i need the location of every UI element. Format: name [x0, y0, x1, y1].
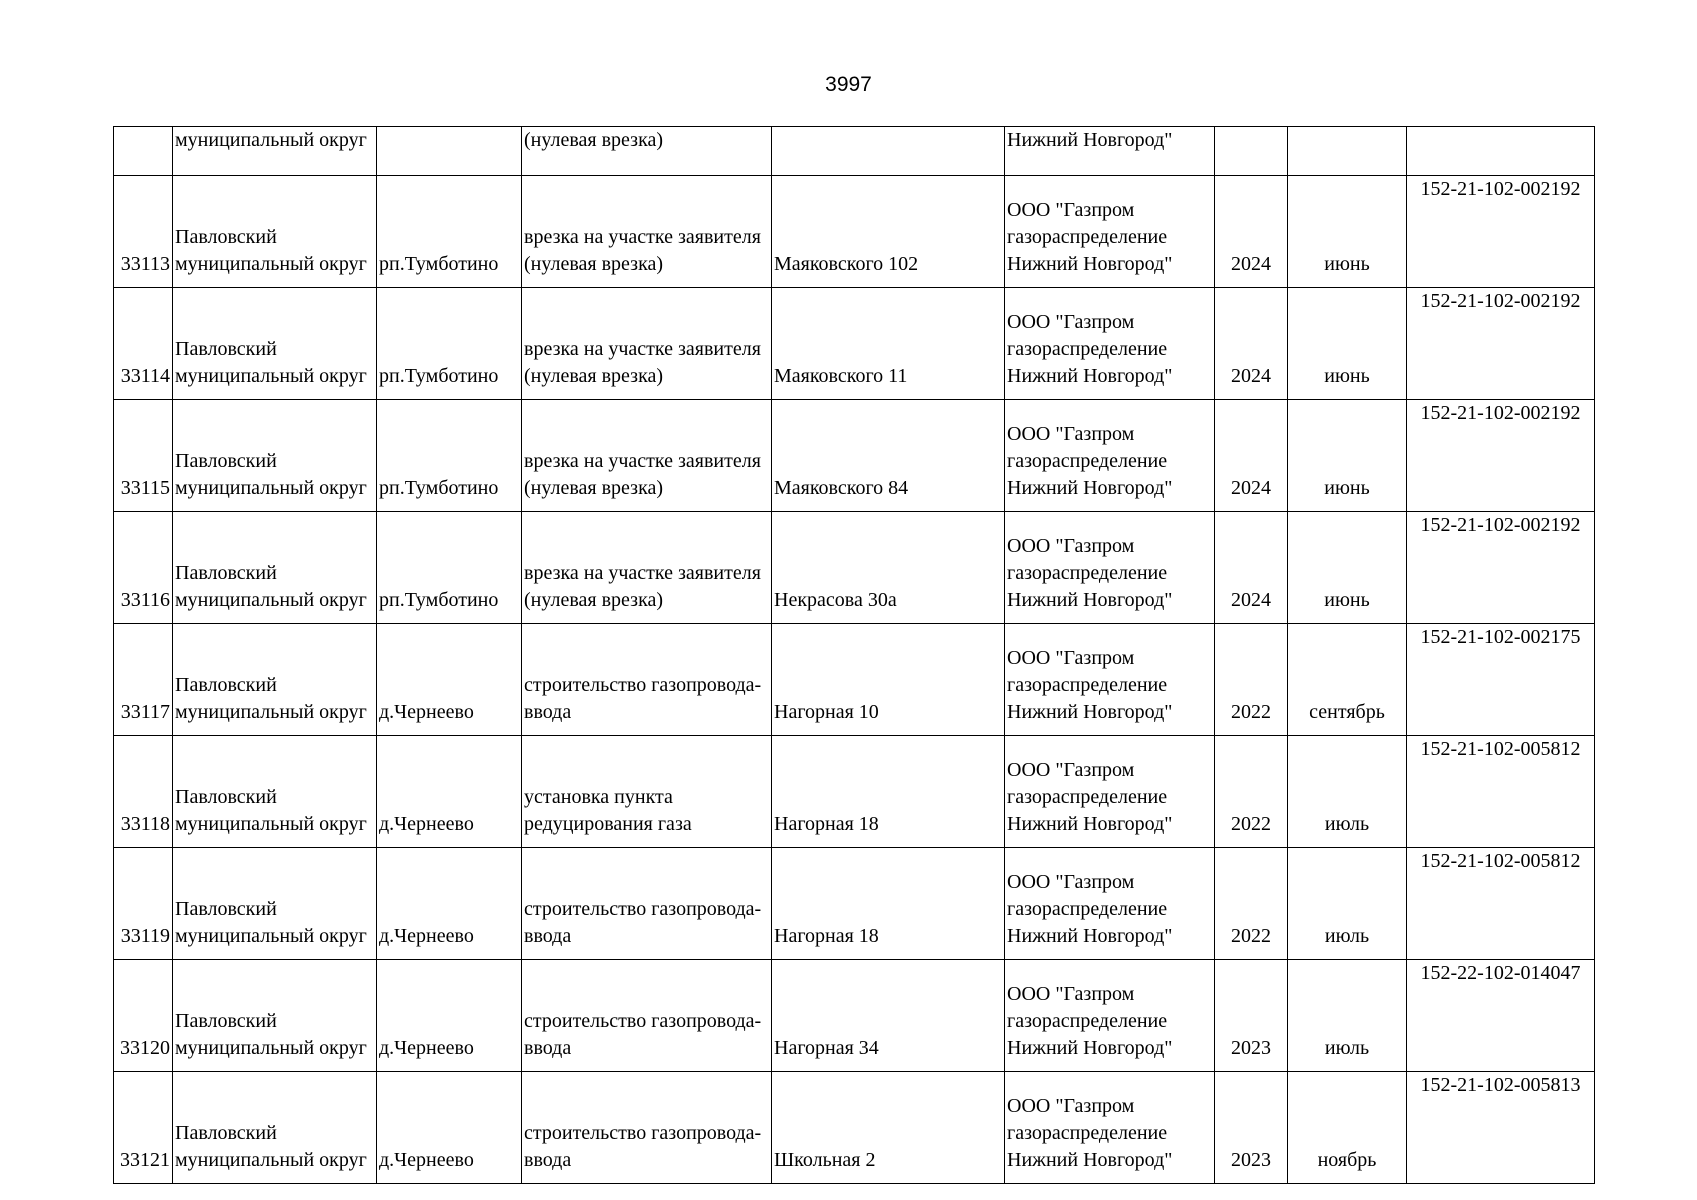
- cell-no: 33120: [114, 960, 173, 1072]
- cell-address: [772, 127, 1005, 176]
- table-row: [114, 624, 1595, 736]
- cell-work-line: ввода: [524, 1037, 572, 1059]
- cell-district-line: Павловский: [175, 786, 277, 808]
- cell-org-line: ООО "Газпром: [1007, 311, 1135, 333]
- cell-work-line: строительство газопровода-: [524, 1122, 762, 1144]
- cell-district-line: Павловский: [175, 898, 277, 920]
- cell-no: 33118: [114, 736, 173, 848]
- cell-district: [173, 176, 377, 288]
- cell-year: 2024: [1215, 288, 1288, 400]
- cell-month: июнь: [1288, 288, 1407, 400]
- cell-org-line: газораспределение: [1007, 226, 1168, 248]
- cell-number: 152-21-102-005813: [1407, 1072, 1595, 1184]
- cell-org-line: Нижний Новгород": [1007, 925, 1173, 947]
- cell-org-line: Нижний Новгород": [1007, 701, 1173, 723]
- cell-district-line: Павловский: [175, 226, 277, 248]
- cell-district: [173, 736, 377, 848]
- cell-org-line: газораспределение: [1007, 1122, 1168, 1144]
- cell-work-line: установка пункта: [524, 786, 673, 808]
- cell-locality: д.Чернеево: [377, 960, 522, 1072]
- cell-district-line: Павловский: [175, 1122, 277, 1144]
- cell-district-line: муниципальный округ: [175, 1037, 367, 1059]
- cell-month: июнь: [1288, 512, 1407, 624]
- cell-work-line: ввода: [524, 701, 572, 723]
- cell-org: [1005, 512, 1215, 624]
- cell-work-line: (нулевая врезка): [524, 253, 664, 275]
- cell-number: 152-21-102-005812: [1407, 736, 1595, 848]
- cell-district-line: муниципальный округ: [175, 589, 367, 611]
- cell-year: 2022: [1215, 736, 1288, 848]
- cell-address: Нагорная 10: [772, 624, 1005, 736]
- cell-district: [173, 1072, 377, 1184]
- cell-district: [173, 512, 377, 624]
- cell-org-line: газораспределение: [1007, 450, 1168, 472]
- cell-district: муниципальный округ: [173, 127, 377, 176]
- cell-district-line: муниципальный округ: [175, 925, 367, 947]
- cell-address: Некрасова 30а: [772, 512, 1005, 624]
- cell-no: 33116: [114, 512, 173, 624]
- cell-work-line: врезка на участке заявителя: [524, 338, 761, 360]
- cell-address: Школьная 2: [772, 1072, 1005, 1184]
- cell-org: [1005, 1072, 1215, 1184]
- cell-number: 152-21-102-005812: [1407, 848, 1595, 960]
- cell-locality: рп.Тумботино: [377, 512, 522, 624]
- cell-org-line: Нижний Новгород": [1007, 1149, 1173, 1171]
- cell-month: июнь: [1288, 400, 1407, 512]
- cell-locality: д.Чернеево: [377, 624, 522, 736]
- cell-work-line: строительство газопровода-: [524, 898, 762, 920]
- cell-work: [522, 512, 772, 624]
- cell-locality: рп.Тумботино: [377, 288, 522, 400]
- cell-year: 2024: [1215, 400, 1288, 512]
- cell-district: [173, 960, 377, 1072]
- cell-work-line: врезка на участке заявителя: [524, 226, 761, 248]
- table-row: [114, 176, 1595, 288]
- table-body: [114, 127, 1595, 1184]
- cell-locality: рп.Тумботино: [377, 176, 522, 288]
- cell-district-line: Павловский: [175, 562, 277, 584]
- cell-address: Нагорная 34: [772, 960, 1005, 1072]
- cell-org: [1005, 848, 1215, 960]
- cell-district-line: Павловский: [175, 674, 277, 696]
- cell-district-line: муниципальный округ: [175, 477, 367, 499]
- cell-address: Маяковского 102: [772, 176, 1005, 288]
- table-row: [114, 736, 1595, 848]
- cell-work-line: ввода: [524, 925, 572, 947]
- cell-org-line: ООО "Газпром: [1007, 535, 1135, 557]
- cell-org-line: Нижний Новгород": [1007, 1037, 1173, 1059]
- cell-address: Нагорная 18: [772, 736, 1005, 848]
- cell-month: июль: [1288, 960, 1407, 1072]
- cell-org: [1005, 176, 1215, 288]
- cell-district: [173, 400, 377, 512]
- cell-locality: [377, 127, 522, 176]
- cell-work: (нулевая врезка): [522, 127, 772, 176]
- cell-number: 152-21-102-002192: [1407, 288, 1595, 400]
- cell-no: 33119: [114, 848, 173, 960]
- cell-month: ноябрь: [1288, 1072, 1407, 1184]
- cell-year: 2023: [1215, 1072, 1288, 1184]
- cell-number: 152-22-102-014047: [1407, 960, 1595, 1072]
- cell-month: сентябрь: [1288, 624, 1407, 736]
- cell-district-line: муниципальный округ: [175, 253, 367, 275]
- cell-work-line: врезка на участке заявителя: [524, 450, 761, 472]
- cell-district-line: муниципальный округ: [175, 813, 367, 835]
- cell-district-line: Павловский: [175, 338, 277, 360]
- cell-org: [1005, 624, 1215, 736]
- cell-org-line: ООО "Газпром: [1007, 759, 1135, 781]
- cell-work: [522, 288, 772, 400]
- cell-address: Маяковского 11: [772, 288, 1005, 400]
- table-row: [114, 960, 1595, 1072]
- cell-year: 2023: [1215, 960, 1288, 1072]
- cell-org: [1005, 736, 1215, 848]
- cell-org-line: газораспределение: [1007, 898, 1168, 920]
- cell-org: [1005, 960, 1215, 1072]
- cell-number: [1407, 127, 1595, 176]
- cell-org: Нижний Новгород": [1005, 127, 1215, 176]
- table-row: [114, 512, 1595, 624]
- cell-org-line: газораспределение: [1007, 338, 1168, 360]
- cell-org-line: газораспределение: [1007, 1010, 1168, 1032]
- cell-work-line: ввода: [524, 1149, 572, 1171]
- cell-work-line: (нулевая врезка): [524, 589, 664, 611]
- cell-org-line: газораспределение: [1007, 562, 1168, 584]
- cell-district-line: Павловский: [175, 1010, 277, 1032]
- cell-org-line: ООО "Газпром: [1007, 871, 1135, 893]
- table-row: [114, 288, 1595, 400]
- cell-org-line: ООО "Газпром: [1007, 983, 1135, 1005]
- cell-org-line: ООО "Газпром: [1007, 423, 1135, 445]
- cell-work-line: врезка на участке заявителя: [524, 562, 761, 584]
- cell-work-line: (нулевая врезка): [524, 477, 664, 499]
- cell-org: [1005, 400, 1215, 512]
- cell-district-line: муниципальный округ: [175, 701, 367, 723]
- cell-work: [522, 736, 772, 848]
- gasification-table: [113, 126, 1595, 1184]
- cell-locality: д.Чернеево: [377, 848, 522, 960]
- cell-year: 2022: [1215, 624, 1288, 736]
- cell-no: 33121: [114, 1072, 173, 1184]
- cell-month: [1288, 127, 1407, 176]
- cell-org-line: Нижний Новгород": [1007, 365, 1173, 387]
- cell-address: Маяковского 84: [772, 400, 1005, 512]
- cell-no: 33117: [114, 624, 173, 736]
- cell-org-line: газораспределение: [1007, 786, 1168, 808]
- cell-year: [1215, 127, 1288, 176]
- cell-org-line: Нижний Новгород": [1007, 477, 1173, 499]
- table-row-continued: [114, 127, 1595, 176]
- cell-locality: д.Чернеево: [377, 1072, 522, 1184]
- cell-no: 33114: [114, 288, 173, 400]
- cell-org-line: Нижний Новгород": [1007, 813, 1173, 835]
- cell-org-line: Нижний Новгород": [1007, 253, 1173, 275]
- cell-district: [173, 624, 377, 736]
- cell-district: [173, 848, 377, 960]
- cell-work: [522, 624, 772, 736]
- cell-number: 152-21-102-002192: [1407, 176, 1595, 288]
- cell-year: 2024: [1215, 512, 1288, 624]
- cell-district-line: муниципальный округ: [175, 1149, 367, 1171]
- cell-year: 2022: [1215, 848, 1288, 960]
- cell-month: июль: [1288, 848, 1407, 960]
- cell-work: [522, 1072, 772, 1184]
- cell-month: июнь: [1288, 176, 1407, 288]
- cell-work: [522, 400, 772, 512]
- cell-number: 152-21-102-002192: [1407, 512, 1595, 624]
- cell-org-line: ООО "Газпром: [1007, 199, 1135, 221]
- cell-number: 152-21-102-002192: [1407, 400, 1595, 512]
- cell-no: 33113: [114, 176, 173, 288]
- cell-address: Нагорная 18: [772, 848, 1005, 960]
- cell-no: 33115: [114, 400, 173, 512]
- page-number: 3997: [825, 73, 872, 96]
- cell-month: июль: [1288, 736, 1407, 848]
- cell-district: [173, 288, 377, 400]
- cell-org: [1005, 288, 1215, 400]
- cell-work-line: строительство газопровода-: [524, 1010, 762, 1032]
- cell-locality: рп.Тумботино: [377, 400, 522, 512]
- cell-district-line: муниципальный округ: [175, 365, 367, 387]
- cell-work: [522, 176, 772, 288]
- cell-work: [522, 960, 772, 1072]
- cell-locality: д.Чернеево: [377, 736, 522, 848]
- cell-org-line: Нижний Новгород": [1007, 589, 1173, 611]
- table-row: [114, 400, 1595, 512]
- cell-work: [522, 848, 772, 960]
- table-row: [114, 848, 1595, 960]
- cell-org-line: газораспределение: [1007, 674, 1168, 696]
- cell-org-line: ООО "Газпром: [1007, 647, 1135, 669]
- cell-work-line: (нулевая врезка): [524, 365, 664, 387]
- cell-org-line: ООО "Газпром: [1007, 1095, 1135, 1117]
- cell-work-line: строительство газопровода-: [524, 674, 762, 696]
- cell-no: [114, 127, 173, 176]
- cell-number: 152-21-102-002175: [1407, 624, 1595, 736]
- cell-district-line: Павловский: [175, 450, 277, 472]
- table-row: [114, 1072, 1595, 1184]
- cell-work-line: редуцирования газа: [524, 813, 692, 835]
- cell-year: 2024: [1215, 176, 1288, 288]
